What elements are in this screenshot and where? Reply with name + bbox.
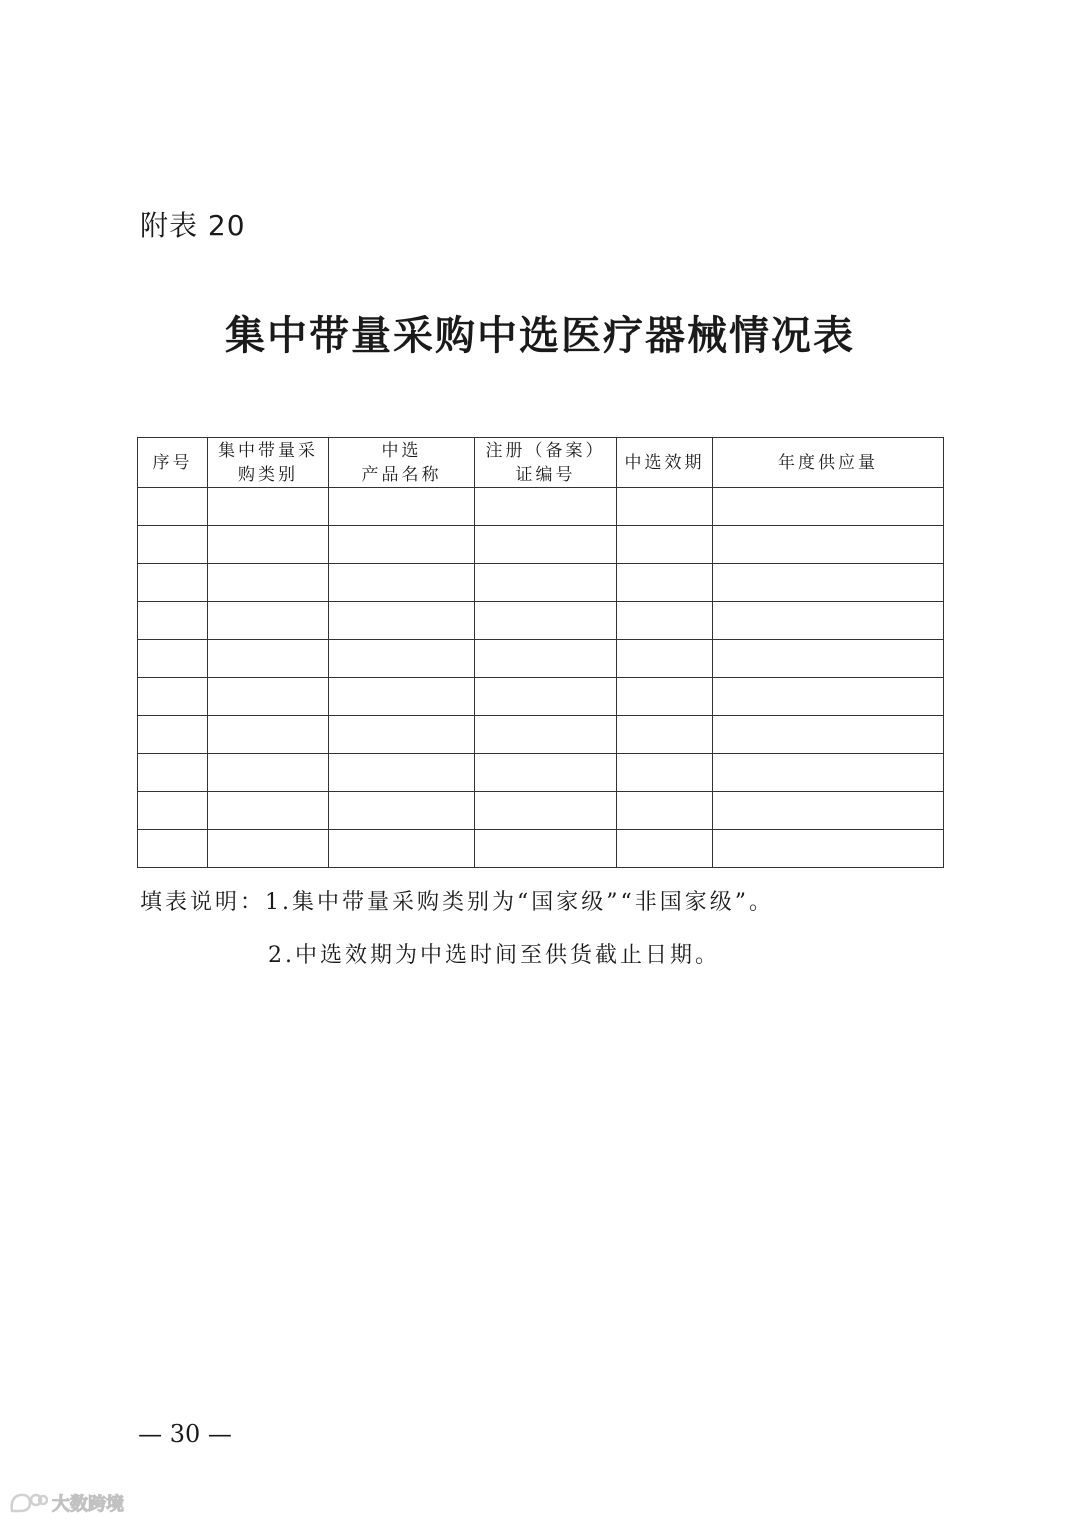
- table-header-row: [138, 438, 944, 488]
- table-cell: [713, 602, 944, 640]
- table-cell: [329, 678, 475, 716]
- table-cell: [713, 830, 944, 868]
- table-cell: [208, 602, 329, 640]
- page-number: — 30 —: [138, 1420, 232, 1448]
- table-cell: [617, 830, 713, 868]
- procurement-table: [137, 437, 944, 868]
- col-header-annual-supply: [713, 438, 944, 488]
- table-cell: [617, 602, 713, 640]
- table-cell: [617, 792, 713, 830]
- table-cell: [329, 564, 475, 602]
- table-row: [138, 678, 944, 716]
- table-cell: [617, 640, 713, 678]
- col-header-validity-period: [617, 438, 713, 488]
- col-header-line: 中选效期: [624, 452, 705, 473]
- col-header-line: 购类别: [238, 464, 298, 485]
- table-row: [138, 526, 944, 564]
- col-header-line: 集中带量采: [218, 440, 318, 461]
- page-title: 集中带量采购中选医疗器械情况表: [225, 313, 855, 359]
- table-cell: [617, 526, 713, 564]
- col-header-line: 中选: [381, 440, 422, 461]
- table-cell: [475, 678, 617, 716]
- table-cell: [713, 488, 944, 526]
- table-cell: [138, 488, 208, 526]
- table-cell: [475, 564, 617, 602]
- table-cell: [329, 488, 475, 526]
- col-header-line: 产品名称: [361, 464, 442, 485]
- table-cell: [138, 526, 208, 564]
- table-cell: [617, 564, 713, 602]
- table-row: [138, 640, 944, 678]
- col-header-registration-number: [475, 438, 617, 488]
- table-cell: [138, 792, 208, 830]
- col-header-product-name: [329, 438, 475, 488]
- table-cell: [208, 830, 329, 868]
- table-cell: [208, 640, 329, 678]
- table-cell: [475, 602, 617, 640]
- watermark-text: 大数跨境: [52, 1494, 124, 1515]
- table-cell: [138, 678, 208, 716]
- table-cell: [475, 488, 617, 526]
- table-cell: [617, 754, 713, 792]
- table-row: [138, 564, 944, 602]
- table-row: [138, 488, 944, 526]
- note-line-1: 填表说明：1.集中带量采购类别为“国家级”“非国家级”。: [140, 890, 774, 915]
- table-cell: [208, 678, 329, 716]
- col-header-category: [208, 438, 329, 488]
- table-cell: [329, 792, 475, 830]
- table-cell: [208, 564, 329, 602]
- table-cell: [475, 754, 617, 792]
- table-cell: [617, 716, 713, 754]
- table-row: [138, 716, 944, 754]
- watermark: [8, 1490, 124, 1516]
- table-row: [138, 792, 944, 830]
- table-cell: [138, 564, 208, 602]
- table-cell: [713, 754, 944, 792]
- table-cell: [138, 830, 208, 868]
- table-cell: [713, 640, 944, 678]
- table-cell: [208, 716, 329, 754]
- watermark-logo-icon: [8, 1491, 48, 1515]
- table-cell: [138, 716, 208, 754]
- table-cell: [475, 526, 617, 564]
- col-header-line: 年度供应量: [778, 452, 878, 473]
- table-cell: [713, 564, 944, 602]
- table-cell: [329, 526, 475, 564]
- col-header-seq: [138, 438, 208, 488]
- table-cell: [713, 792, 944, 830]
- table-cell: [713, 526, 944, 564]
- table-row: [138, 830, 944, 868]
- table-cell: [713, 678, 944, 716]
- table-cell: [475, 716, 617, 754]
- table-cell: [138, 754, 208, 792]
- fill-instructions: [140, 885, 774, 974]
- table-cell: [138, 640, 208, 678]
- table-cell: [617, 488, 713, 526]
- table-row: [138, 754, 944, 792]
- table-cell: [329, 830, 475, 868]
- annex-label: 附表 20: [140, 209, 246, 242]
- table-cell: [475, 830, 617, 868]
- table-cell: [475, 792, 617, 830]
- table-cell: [138, 602, 208, 640]
- table-cell: [208, 488, 329, 526]
- col-header-line: 注册（备案）: [485, 440, 606, 461]
- table-row: [138, 602, 944, 640]
- table-cell: [329, 716, 475, 754]
- table-cell: [208, 754, 329, 792]
- table-cell: [329, 754, 475, 792]
- table-cell: [617, 678, 713, 716]
- table-cell: [713, 716, 944, 754]
- table-cell: [475, 640, 617, 678]
- col-header-line: 序号: [152, 452, 193, 473]
- table-cell: [329, 640, 475, 678]
- table-cell: [208, 526, 329, 564]
- table-cell: [208, 792, 329, 830]
- table-cell: [329, 602, 475, 640]
- note-line-2: 2.中选效期为中选时间至供货截止日期。: [268, 943, 720, 968]
- col-header-line: 证编号: [515, 464, 576, 485]
